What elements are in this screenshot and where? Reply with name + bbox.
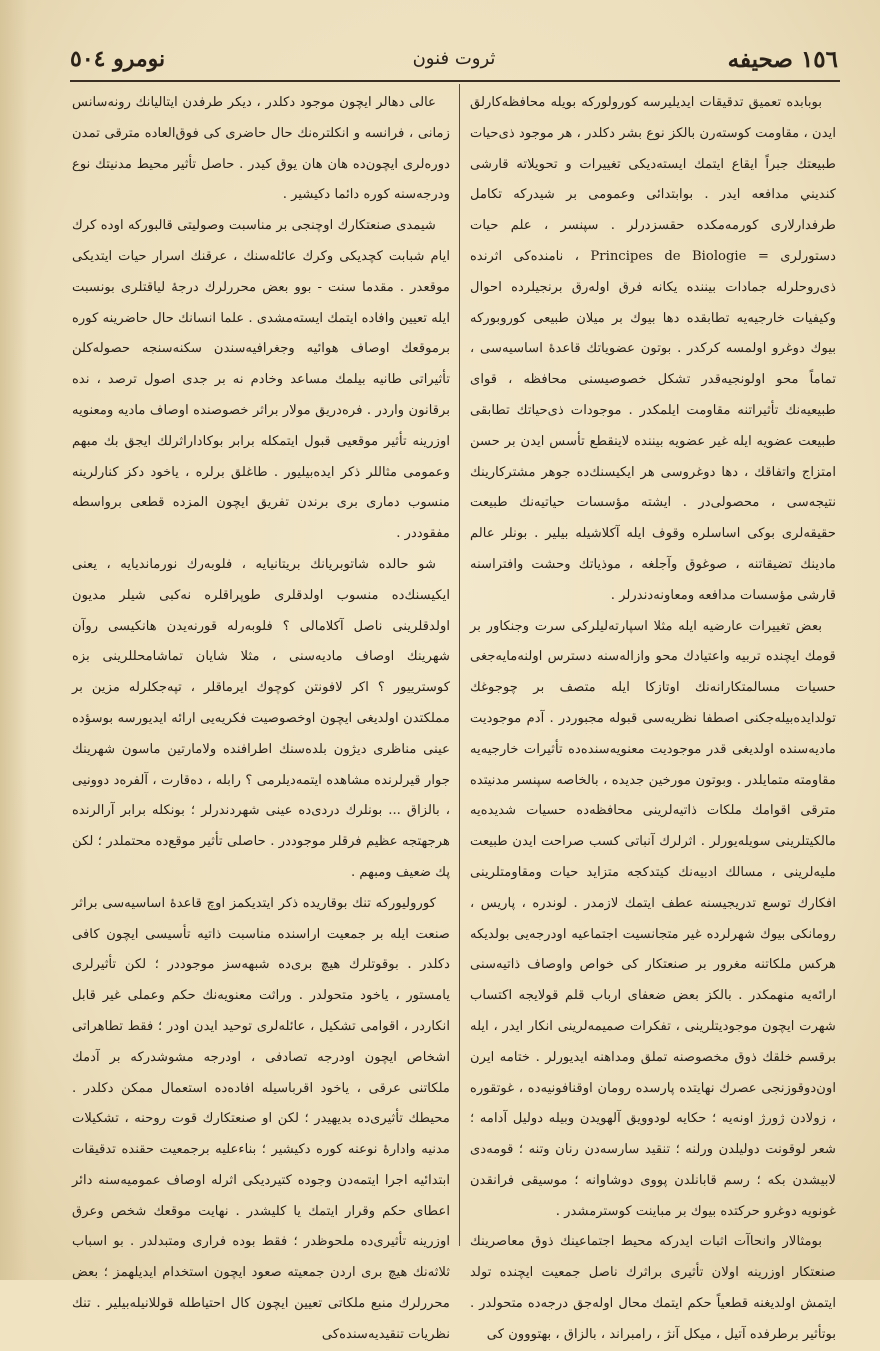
paragraph: بومثالار وانحاآت اثبات ایدركه محیط اجتماعینك ذوق معاصرینك صنعتكار اوزرینه اولان تأثیری براثرك ناصل جمعیت ایچنده تولد ایتمش اولدیغنه قطعیاً حكم ایتمك محال اوله‌جق درجه‌ده متحولدر . بوتأثیر برطرفده آتیل ، میكل آنژ ، رامبراند ، بالزاق ، بهتووون كی: [470, 1234, 836, 1342]
text-column-right: [470, 88, 837, 1342]
paragraph: بوبابده تعميق تدقيقات ايديليرسه كورولوركه بويله محافظه‌كارلق ايدن ، مقاومت كوستەرن بالكز نوع بشر دكلدر ، هر موجود ذی‌حیات طبیعتك جبراً ایقاع ایتمك ایسته‌دیكی تغییرات و تحويلاته قارشی كنديني مدافعه ايدر . بوابتدائی وعمومی بر شیدركه تكامل طرفدارلاری كورمه‌مكده حقسزدرلر . سپنسر ، علم حیات دستورلری = Principes de Biologie ، نامنده‌كی اثرنده ذی‌روحلرله جمادات بیننده یكانه فرق اوله‌رق برنجیلرده احوال وكيفيات خارجیه‌یه تطابقده دها بیوك بر میلان طبیعی كوروبوركه بیوك دوغرو اولمسه كركدر . بوتون عضویاتك قاعدهٔ اساسیه‌سی ، تماماً محو اولونجیه‌قدر تشكل خصوصیسنی محافظه ، قوای طبیعیه‌نك تأثیراتنه مقاومت ایلمكدر . موجودات ذی‌حیاتك تطابقی طبیعت عضویه ایله غیر عضویه بیننده لاینقطع تأسس ایدن بر حسن امتزاج واتفاقك ، دها دوغروسی هر ایكیسنك‌ده جوهر مشتركارینك نتیجه‌سی ، محصولی‌در . ایشته مؤسسات حیاتیه‌نك طبیعت حقیقه‌لری بوكی اساسلره وقوف ایله آكلاشیله بیلیر . بونلر عالم مادینك تضیقاتنه ، صوغوق وآجلغه ، موذیاتك وحشت وافتراسنه قارشی مؤسسات مدافعه ومعاونه‌دندرلر .: [470, 95, 837, 603]
page-header: [70, 40, 838, 80]
page-edge-shadow: [0, 0, 28, 1280]
header-rule: [70, 80, 840, 82]
journal-title: ثروت فنون: [412, 48, 496, 69]
column-divider: [459, 84, 460, 1246]
paragraph: شو حالده شاتوبریانك بریتانیایه ، فلوبه‌رك نورماندیایه ، یعنی ایكیسنك‌ده منسوب اولدقلری طوپراقلره نه‌كبی شیلر مدیون اولدقلرینی ناصل آكلامالی ؟ فلوبه‌رله قورنه‌یدن هانكیسی روآن شهرینك اوصاف مادیه‌سنی ، مثلا شایان تماشامحللرینی بزه كوسترییور ؟ اكر لافونتن كوچوك ایرماقلر ، تپه‌جكلرله مزین بر مملكتدن اولدیغی ایچون اوخصوصیت فكریه‌یی ارائه ایدیورسه بوسؤده عینی مناظری دیژون بلده‌سنك اطرافنده ولامارتین ماسون شهرینك جوار قیرلرنده مشاهده ایتمه‌دیلرمی ؟ رابله ، ده‌قارت ، آلفره‌د دوونیی ، بالزاق ... بونلرك دردی‌ده عینی شهردندرلر ؛ بونكله برابر آرالرنده هرجهتجه عظیم فرقلر موجوددر . حاصلی تأثیر موقع‌ده محتملدر ؛ لكن پك ضعیف ومبهم .: [72, 556, 450, 880]
paragraph: كورولیوركه تنك بوقاریده ذكر ایتدیكمز اوچ قاعدهٔ اساسیه‌سی براثر صنعت ایله بر جمعیت اراسنده مناسبت ذاتیه تأسیسی ایچون كافی دكلدر . بوقوتلرك هیچ بری‌ده شبهه‌سز موجوددر ؛ لكن تأثیرلری یامستور ، یاخود متحولدر . وراثت معنویه‌نك حكم وعملی غیر قابل انكاردر ، اقوامی تشكیل ، عائله‌لری توحید ایدن اودر ؛ فقط تطاهراتی اشخاص ایچون اودرجه تصادفی ، اودرجه مشوشدركه بر آدمك ملكاتنی عرقی ، یاخود اقرباسیله افاده‌ده استعمال ممكن دكلدر . محیطك تأثیری‌ده بدیهیدر ؛ لكن او صنعتكارك قوت روحنه ، تشكیلات مدنیه وادارهٔ نوعنه كوره دكیشیر ؛ بناءعلیه برجمعیت حقنده تدقیقات ابتدائیه اجرا ایتمه‌دن وجوده كتیردیكی اثرله اوصاف عمومیه‌سنه دائر اعطای حكم وقرار ایتمك یا كلیشدر . نهایت موقعك شخص وعرق اوزرینه تأثیری‌ده ملحوظدر ؛ فقط بوده فراری ومتبدلدر . بو اسباب ثلاثه‌نك هیچ بری اردن جمعیته صعود ایچون استخدام ایدیلهمز ؛ بعض محررلرك منبع ملكاتی تعیین ایچون كال احتیاطله قوللانیله‌بیلیر . تنك نظریات تنقیدیه‌سنده‌كی: [72, 895, 450, 1342]
text-column-left: [72, 88, 450, 1342]
issue-number: نومرو ٥٠٤: [70, 46, 166, 72]
page-number: ١٥٦ صحيفه: [727, 46, 838, 73]
paragraph: بعض تغییرات عارضیه ایله مثلا اسپارته‌لیلركی سرت وجنكاور بر قومك ایچنده تربیه واعتیادك محو وازاله‌سنه دسترس اولنه‌مایه‌جغی حسیات مسالمتكارانه‌نك اوتازكا ایله متصف بر چوجوغك تولدایده‌بیله‌جكنی اصطفا نظریه‌سی قبوله مجبوردر . آدم موجودیت مادیه‌سنده اولدیغی قدر موجودیت معنویه‌سنده‌ده تأثیرات خارجیه‌یه مقاومته متمایلدر . وبوتون مورخین جدیده ، بالخاصه سپنسر مدنیتده مترقی اقوامك ملكات ذاتیه‌لرینی محافظه‌ده حسیات شدیده‌یه مالكیتلرینی سویله‌یورلر . اثرلرك آنباتی كسب صراحت ایدن طبیعت ملیه‌لرینی ، مسالك ادبیه‌نك كیتدكجه متزاید حیات ومقاومتلرینی افكارك توسع تدریجیسنه عطف ایتمك لازمدر . لوندره ، پاریس ، رومانكی بیوك شهرلرده غیر متجانسیت اجتماعیه اودرجه‌یی بولدیكه هركس ملكاتنه مغرور بر صنعتكار كی خواص واوصاف ذاتیه‌سنی ارائه‌یه منهمكدر . بالكز بعض ضعفای ارباب قلم قولایجه اكتساب شهرت ایچون موجودیتلرینی ، تفكرات صمیمه‌لرینی انكار ایدر ، ایله برقسم خلقك ذوق مخصوصنه تملق ومداهنه ایدیورلر . ختامه ایرن اون‌دوقوزنجی عصرك نهایتده پارسده رومان اوقنافونیه‌ده ، غوتقوره ، زولادن ژورژ اونه‌یه ؛ حكایه لودوویق آلهویدن وبیله دوليل آدامه ؛ شعر لوقونت دولیلدن ورلنه ؛ تنقید سارسه‌دن رنان وتنه ؛ قومه‌دی لابیشدن بكه ؛ رسم قابانلدن پووی دوشاوانه ؛ موسیقی فرانقدن غونویه دوغرو حركتده بیوك بر مباینت كوسترمشدر .: [470, 618, 836, 1219]
paragraph: شیمدی صنعتكارك اوچنجی بر مناسبت وصولیتی قالبوركه اوده كرك ایام شبابت كچدیكی وكرك عائله‌سنك ، عرقنك اسرار حیات ایتدیكی موقعدر . مقدما سنت - بوو بعض محررلرك درجهٔ لیاقتلری بونسبت ایله تعیین وافاده ایتمك ایسته‌مشدی . علما انسانك حال حاضرینه كوره برموقعك اوصاف هوائیه وجغرافیه‌سندن سكنه‌سنجه حصوله‌كلن تأثیراتی طانیه بیلمك مساعد وخادم نه بر جدی اصول ترصد ، نده برقانون واردر . فره‌دریق مولار براثر خصوصنده اوصاف مادیه ومعنویه اوزرینه تأثیر موقعیی قبول ایتمكله برابر بوكاداراثرلك ایجق بك مبهم وعمومی مثاللر ذكر ایده‌بیلیور . طاغلق برلره ، یاخود دكز كنارلرینه منسوب دماری بری برندن تفریق ایچون المزده قطعی برواسطه مفقوددر .: [72, 218, 450, 542]
paragraph: عالی دهالر ایچون موجود دكلدر ، دیكر طرفدن ایتالیانك رونه‌سانس زمانی ، فرانسه و انكلتره‌نك حال حاضری كی فوق‌العاده مترقی تمدن دوره‌لری ایچون‌ده هان هان یوق كیدر . حاصل تأثیر محیط مدنیتك نوع ودرجه‌سنه كوره دائما دكیشیر .: [72, 95, 450, 203]
